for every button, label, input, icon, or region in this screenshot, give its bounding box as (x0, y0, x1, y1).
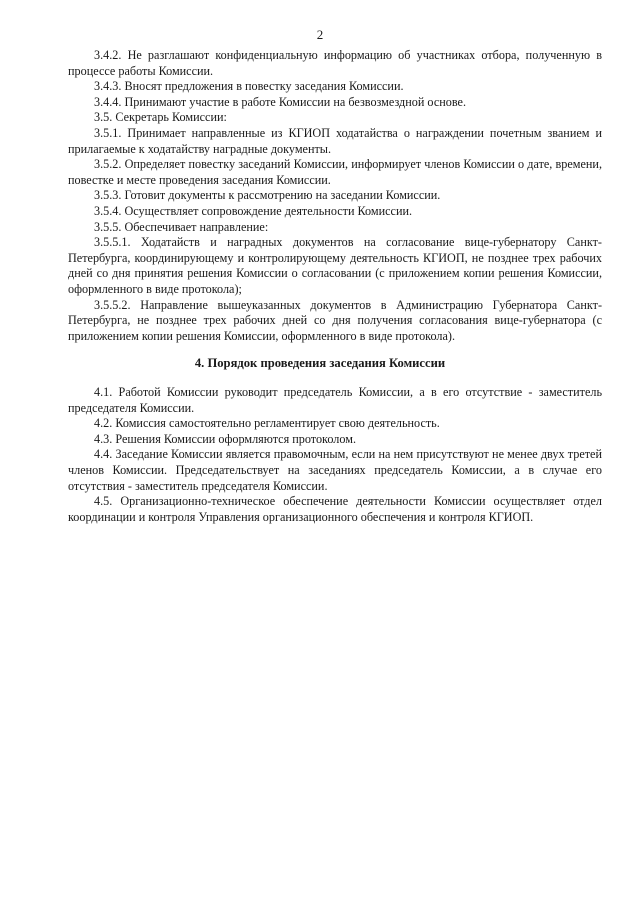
paragraph-3-4-4: 3.4.4. Принимают участие в работе Комиссии на безвозмездной основе. (94, 94, 466, 109)
section-3-text (68, 48, 602, 344)
paragraph-4-1: 4.1. Работой Комиссии руководит председатель Комиссии, а в его отсутствие - заместитель председателя Комиссии. (68, 385, 602, 415)
section-4-heading: 4. Порядок проведения заседания Комиссии (194, 356, 446, 370)
paragraph-4-3: 4.3. Решения Комиссии оформляются протоколом. (94, 431, 356, 446)
paragraph-4-2: 4.2. Комиссия самостоятельно регламентирует свою деятельность. (94, 416, 440, 431)
paragraph-4-4: 4.4. Заседание Комиссии является правомочным, если на нем присутствуют не менее двух третей членов Комиссии. Председательствует на заседаниях председатель Комиссии, а в случае его отсутствия - заместитель председателя Комиссии. (68, 447, 602, 493)
paragraph-3-5-2: 3.5.2. Определяет повестку заседаний Комиссии, информирует членов Комиссии о дате, времени, повестке и месте проведения заседания Комиссии. (68, 157, 602, 187)
paragraph-3-5-3: 3.5.3. Готовит документы к рассмотрению на заседании Комиссии. (94, 188, 441, 203)
paragraph-3-5-5-1: 3.5.5.1. Ходатайств и наградных документов на согласование вице-губернатору Санкт-Петербурга, координирующему и контролирующему деятельность КГИОП, не позднее трех рабочих дней со дня принятия решения Комиссии о согласовании (с приложением копии решения Комиссии, оформленного в виде протокола); (68, 235, 602, 296)
paragraph-3-4-2: 3.4.2. Не разглашают конфиденциальную информацию об участниках отбора, полученную в процессе работы Комиссии. (68, 48, 602, 78)
page-number: 2 (316, 27, 324, 42)
paragraph-4-5: 4.5. Организационно-техническое обеспечение деятельности Комиссии осуществляет отдел координации и контроля Управления организационного обеспечения и контроля КГИОП. (68, 494, 602, 524)
paragraph-3-5: 3.5. Секретарь Комиссии: (94, 110, 227, 125)
section-4-text (68, 385, 602, 525)
paragraph-3-5-5: 3.5.5. Обеспечивает направление: (94, 219, 269, 234)
paragraph-3-5-1: 3.5.1. Принимает направленные из КГИОП ходатайства о награждении почетным званием и прилагаемые к ходатайству наградные документы. (68, 125, 602, 156)
paragraph-3-5-4: 3.5.4. Осуществляет сопровождение деятельности Комиссии. (94, 203, 413, 218)
paragraph-3-5-5-2: 3.5.5.2. Направление вышеуказанных документов в Администрацию Губернатора Санкт-Петербурга, не позднее трех рабочих дней со дня получения согласования вице-губернатора (с приложением копии решения Комиссии, оформленного в виде протокола). (68, 297, 602, 343)
paragraph-3-4-3: 3.4.3. Вносят предложения в повестку заседания Комиссии. (94, 79, 404, 94)
